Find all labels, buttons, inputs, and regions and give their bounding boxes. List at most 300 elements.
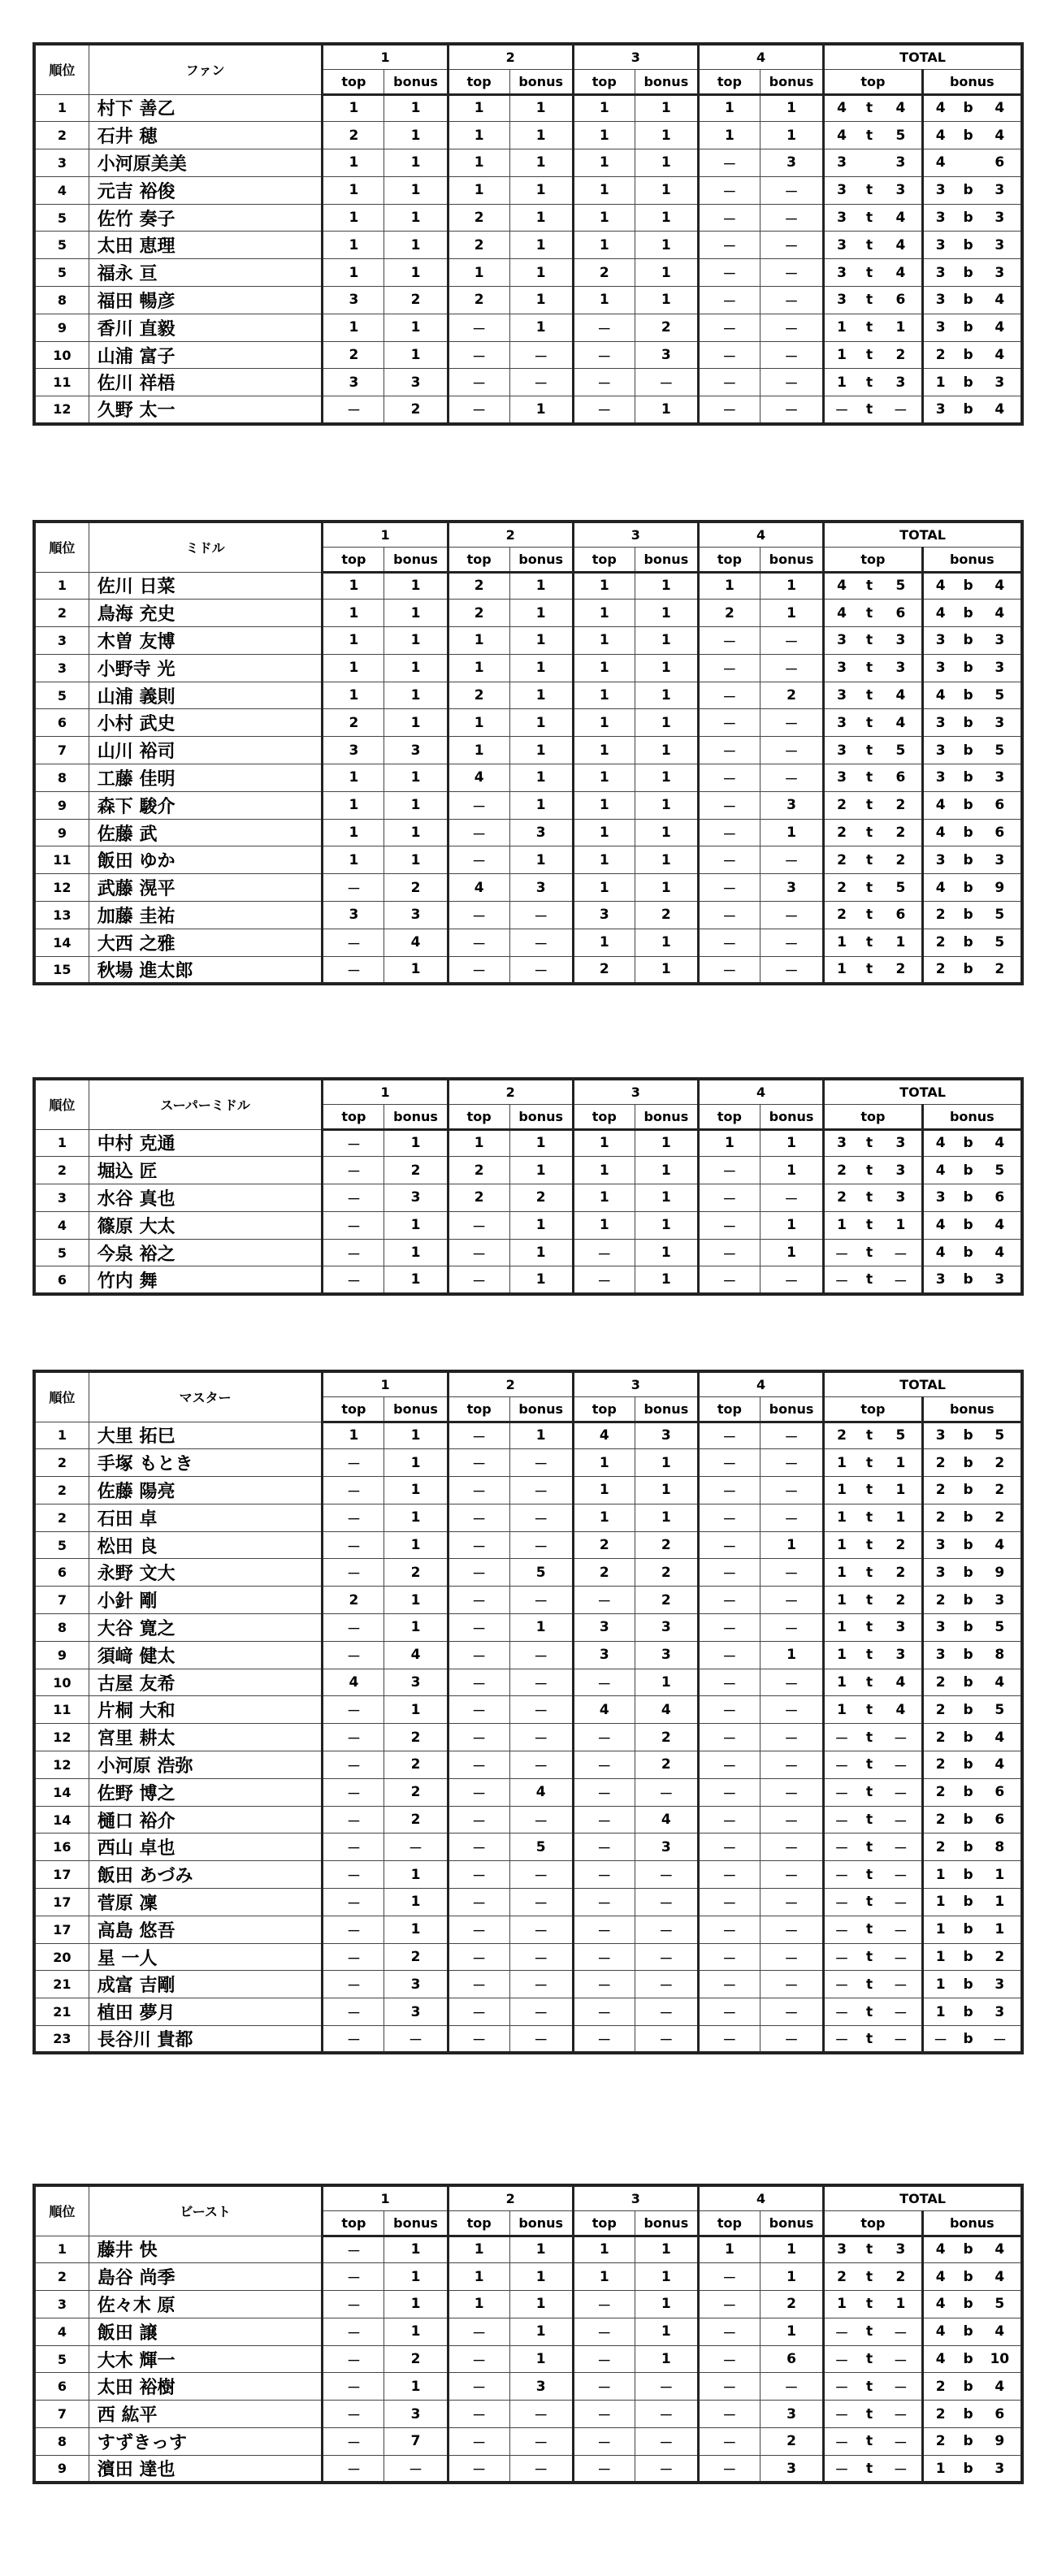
total-top-cell: 1 bbox=[824, 1477, 859, 1504]
score-cell: － bbox=[698, 1669, 760, 1696]
total-bonus-cell: 3 bbox=[979, 259, 1022, 287]
score-cell: － bbox=[698, 682, 760, 709]
top-header: top bbox=[323, 547, 384, 572]
total-top-cell: t bbox=[859, 874, 880, 902]
total-bonus-cell: 4 bbox=[922, 600, 957, 627]
total-top-cell: 4 bbox=[880, 94, 922, 122]
score-cell: 2 bbox=[573, 956, 635, 984]
total-top-cell: 2 bbox=[824, 2263, 859, 2291]
score-cell: 1 bbox=[573, 627, 635, 655]
total-top-cell: t bbox=[859, 1157, 880, 1184]
top-header: top bbox=[448, 69, 509, 94]
score-cell: 2 bbox=[384, 396, 448, 424]
total-bonus-cell: 3 bbox=[922, 764, 957, 792]
total-bonus-cell: 3 bbox=[922, 846, 957, 874]
results-table bbox=[32, 1370, 1024, 2054]
table-row bbox=[34, 1971, 1022, 1998]
score-cell: 1 bbox=[635, 1239, 698, 1266]
top-header: top bbox=[698, 547, 760, 572]
total-top-cell: － bbox=[824, 1861, 859, 1889]
score-cell: － bbox=[448, 1834, 509, 1861]
bonus-header: bonus bbox=[384, 69, 448, 94]
table-row bbox=[34, 1751, 1022, 1779]
total-bonus-cell: b bbox=[958, 600, 979, 627]
score-cell: 3 bbox=[760, 874, 823, 902]
total-bonus-cell: 3 bbox=[922, 176, 957, 204]
total-top-cell: 3 bbox=[880, 1614, 922, 1642]
score-cell: － bbox=[698, 1806, 760, 1834]
score-cell: － bbox=[573, 1998, 635, 2026]
total-bonus-cell: 9 bbox=[979, 874, 1022, 902]
table-row bbox=[34, 1211, 1022, 1239]
score-cell: 1 bbox=[509, 149, 573, 177]
total-top-cell: 3 bbox=[824, 287, 859, 314]
total-bonus-cell: 2 bbox=[922, 1724, 957, 1751]
score-cell: 1 bbox=[509, 627, 573, 655]
total-top-cell: t bbox=[859, 1422, 880, 1449]
score-cell: － bbox=[698, 1614, 760, 1642]
total-bonus-cell: b bbox=[958, 1806, 979, 1834]
total-top-cell: 3 bbox=[880, 1184, 922, 1212]
climber-name: 西 紘平 bbox=[89, 2401, 323, 2428]
score-cell: － bbox=[448, 1477, 509, 1504]
climber-name: 石井 穂 bbox=[89, 122, 323, 149]
score-cell: － bbox=[448, 1696, 509, 1724]
rank-cell: 12 bbox=[34, 396, 89, 424]
score-cell: 1 bbox=[448, 176, 509, 204]
total-bonus-cell: 2 bbox=[922, 1477, 957, 1504]
score-cell: － bbox=[323, 2236, 384, 2263]
score-cell: － bbox=[573, 1971, 635, 1998]
score-cell: － bbox=[509, 956, 573, 984]
climber-name: 太田 恵理 bbox=[89, 232, 323, 259]
score-cell: 1 bbox=[573, 1477, 635, 1504]
score-cell: 1 bbox=[635, 94, 698, 122]
score-cell: － bbox=[573, 1889, 635, 1916]
score-cell: － bbox=[448, 1449, 509, 1477]
total-bonus-cell: 4 bbox=[979, 314, 1022, 341]
total-top-cell: t bbox=[859, 176, 880, 204]
rank-cell: 12 bbox=[34, 1724, 89, 1751]
bonus-header: bonus bbox=[509, 1104, 573, 1129]
bonus-header: bonus bbox=[509, 2210, 573, 2236]
total-bonus-cell: 2 bbox=[922, 2373, 957, 2401]
rank-cell: 5 bbox=[34, 232, 89, 259]
score-cell: 1 bbox=[573, 2263, 635, 2291]
score-cell: － bbox=[698, 874, 760, 902]
total-top-cell: 1 bbox=[824, 1449, 859, 1477]
score-cell: 1 bbox=[509, 2318, 573, 2345]
table-row bbox=[34, 2373, 1022, 2401]
problem-header: 1 bbox=[323, 1079, 448, 1104]
score-cell: 1 bbox=[635, 600, 698, 627]
score-cell: 2 bbox=[384, 287, 448, 314]
score-cell: 1 bbox=[573, 1211, 635, 1239]
total-header: TOTAL bbox=[824, 1371, 1022, 1396]
score-cell: 2 bbox=[384, 2345, 448, 2373]
total-top-cell: t bbox=[859, 2236, 880, 2263]
problem-header: 4 bbox=[698, 1079, 823, 1104]
rank-cell: 11 bbox=[34, 1696, 89, 1724]
rank-cell: 1 bbox=[34, 572, 89, 600]
total-top-cell: 3 bbox=[880, 2236, 922, 2263]
rank-cell: 12 bbox=[34, 874, 89, 902]
total-top-cell: 3 bbox=[824, 764, 859, 792]
total-header: TOTAL bbox=[824, 1079, 1022, 1104]
score-cell: 2 bbox=[323, 709, 384, 737]
climber-name: 西山 卓也 bbox=[89, 1834, 323, 1861]
climber-name: 宮里 耕太 bbox=[89, 1724, 323, 1751]
score-cell: － bbox=[448, 1806, 509, 1834]
total-bonus-cell: 2 bbox=[922, 1504, 957, 1531]
score-cell: － bbox=[323, 1916, 384, 1943]
table-row bbox=[34, 2401, 1022, 2428]
score-cell: 1 bbox=[635, 874, 698, 902]
score-cell: 1 bbox=[384, 682, 448, 709]
score-cell: － bbox=[509, 341, 573, 369]
total-top-cell: － bbox=[824, 1778, 859, 1806]
total-top-cell: t bbox=[859, 737, 880, 764]
total-top-cell: t bbox=[859, 902, 880, 929]
score-cell: － bbox=[698, 2428, 760, 2456]
total-bonus-cell: b bbox=[958, 1239, 979, 1266]
score-cell: － bbox=[448, 1751, 509, 1779]
score-cell: 1 bbox=[509, 259, 573, 287]
score-cell: 1 bbox=[448, 627, 509, 655]
score-cell: － bbox=[323, 874, 384, 902]
score-cell: － bbox=[323, 2291, 384, 2318]
score-cell: － bbox=[448, 1266, 509, 1294]
total-top-cell: t bbox=[859, 682, 880, 709]
total-bonus-cell: 4 bbox=[922, 122, 957, 149]
total-top-cell: － bbox=[824, 2373, 859, 2401]
total-bonus-cell: 4 bbox=[922, 791, 957, 819]
total-bonus-cell: b bbox=[958, 94, 979, 122]
score-cell: － bbox=[573, 1806, 635, 1834]
total-bonus-cell: b bbox=[958, 2345, 979, 2373]
total-top-cell: t bbox=[859, 819, 880, 846]
total-top-cell: － bbox=[824, 1751, 859, 1779]
score-cell: － bbox=[323, 1778, 384, 1806]
table-row bbox=[34, 737, 1022, 764]
total-bonus-cell: b bbox=[958, 287, 979, 314]
rank-cell: 21 bbox=[34, 1998, 89, 2026]
total-bonus-cell: 4 bbox=[979, 600, 1022, 627]
top-header: top bbox=[448, 1396, 509, 1422]
score-cell: 2 bbox=[448, 1157, 509, 1184]
score-cell: － bbox=[448, 2428, 509, 2456]
score-cell: － bbox=[509, 1998, 573, 2026]
score-cell: － bbox=[448, 2345, 509, 2373]
score-cell: 2 bbox=[448, 1184, 509, 1212]
score-cell: 1 bbox=[635, 176, 698, 204]
score-cell: 1 bbox=[573, 654, 635, 682]
score-cell: － bbox=[448, 2318, 509, 2345]
climber-name: 小針 剛 bbox=[89, 1587, 323, 1614]
climber-name: 飯田 あづみ bbox=[89, 1861, 323, 1889]
total-bonus-cell: 1 bbox=[922, 369, 957, 396]
score-cell: － bbox=[323, 1266, 384, 1294]
total-top-cell: 6 bbox=[880, 287, 922, 314]
rank-cell: 14 bbox=[34, 1806, 89, 1834]
bonus-header: bonus bbox=[509, 69, 573, 94]
total-top-header: top bbox=[824, 1396, 923, 1422]
total-top-cell: t bbox=[859, 791, 880, 819]
score-cell: － bbox=[448, 1943, 509, 1971]
rank-cell: 23 bbox=[34, 2026, 89, 2054]
score-cell: － bbox=[448, 819, 509, 846]
total-top-cell: t bbox=[859, 1641, 880, 1669]
total-top-cell: 2 bbox=[880, 1559, 922, 1587]
total-top-cell: － bbox=[880, 1778, 922, 1806]
bonus-header: bonus bbox=[760, 547, 823, 572]
total-top-cell: t bbox=[859, 929, 880, 956]
score-cell: － bbox=[698, 287, 760, 314]
score-cell: 3 bbox=[573, 902, 635, 929]
total-bonus-cell: b bbox=[958, 737, 979, 764]
score-cell: 1 bbox=[635, 819, 698, 846]
score-cell: － bbox=[698, 314, 760, 341]
score-cell: 1 bbox=[384, 1587, 448, 1614]
total-top-cell: t bbox=[859, 2291, 880, 2318]
total-top-cell: 3 bbox=[880, 1157, 922, 1184]
total-bonus-cell: 2 bbox=[922, 1778, 957, 1806]
total-top-cell: 3 bbox=[880, 1641, 922, 1669]
score-cell: － bbox=[760, 396, 823, 424]
score-cell: － bbox=[509, 2026, 573, 2054]
score-cell: 1 bbox=[448, 2291, 509, 2318]
total-bonus-cell: 4 bbox=[979, 94, 1022, 122]
total-bonus-cell: 5 bbox=[979, 902, 1022, 929]
total-bonus-cell: 4 bbox=[979, 341, 1022, 369]
total-bonus-cell: b bbox=[958, 1943, 979, 1971]
category-title: ファン bbox=[89, 44, 323, 94]
score-cell: － bbox=[323, 396, 384, 424]
score-cell: 1 bbox=[448, 149, 509, 177]
score-cell: － bbox=[635, 2026, 698, 2054]
total-top-cell: 2 bbox=[880, 819, 922, 846]
score-cell: 3 bbox=[384, 1998, 448, 2026]
total-bonus-cell: 1 bbox=[922, 1943, 957, 1971]
score-cell: － bbox=[509, 1696, 573, 1724]
score-cell: － bbox=[698, 709, 760, 737]
total-bonus-cell: 3 bbox=[922, 396, 957, 424]
total-bonus-cell: － bbox=[979, 2026, 1022, 2054]
total-top-cell: t bbox=[859, 1531, 880, 1559]
table-row bbox=[34, 1834, 1022, 1861]
score-cell: 1 bbox=[635, 929, 698, 956]
score-cell: － bbox=[698, 369, 760, 396]
total-bonus-cell: b bbox=[958, 627, 979, 655]
total-top-cell: 3 bbox=[824, 737, 859, 764]
score-cell: 1 bbox=[635, 654, 698, 682]
total-top-cell: － bbox=[824, 1239, 859, 1266]
total-top-cell: t bbox=[859, 1504, 880, 1531]
score-cell: 2 bbox=[448, 682, 509, 709]
score-cell: － bbox=[509, 1724, 573, 1751]
score-cell: 4 bbox=[384, 929, 448, 956]
score-cell: 1 bbox=[384, 204, 448, 232]
score-cell: 4 bbox=[448, 874, 509, 902]
score-cell: 1 bbox=[573, 1129, 635, 1157]
total-bonus-cell: 4 bbox=[922, 2263, 957, 2291]
score-cell: － bbox=[760, 654, 823, 682]
score-cell: 3 bbox=[384, 1184, 448, 1212]
total-top-cell: － bbox=[880, 2345, 922, 2373]
total-bonus-cell: 3 bbox=[922, 1422, 957, 1449]
total-top-cell: 2 bbox=[824, 1157, 859, 1184]
total-bonus-cell: 3 bbox=[979, 654, 1022, 682]
rank-cell: 20 bbox=[34, 1943, 89, 1971]
score-cell: 1 bbox=[384, 341, 448, 369]
score-cell: － bbox=[760, 341, 823, 369]
total-bonus-cell: b bbox=[958, 1998, 979, 2026]
climber-name: 飯田 譲 bbox=[89, 2318, 323, 2345]
score-cell: － bbox=[323, 2401, 384, 2428]
total-bonus-cell: 2 bbox=[922, 1449, 957, 1477]
climber-name: 堀込 匠 bbox=[89, 1157, 323, 1184]
total-bonus-cell: 1 bbox=[979, 1889, 1022, 1916]
score-cell: 3 bbox=[635, 341, 698, 369]
total-top-cell: － bbox=[824, 1998, 859, 2026]
climber-name: 福田 暢彦 bbox=[89, 287, 323, 314]
score-cell: 3 bbox=[635, 1641, 698, 1669]
score-cell: － bbox=[448, 1614, 509, 1642]
score-cell: 1 bbox=[384, 259, 448, 287]
table-row bbox=[34, 1916, 1022, 1943]
total-bonus-cell: 4 bbox=[979, 2373, 1022, 2401]
total-top-cell: － bbox=[824, 396, 859, 424]
climber-name: 島谷 尚季 bbox=[89, 2263, 323, 2291]
climber-name: 小村 武史 bbox=[89, 709, 323, 737]
total-bonus-cell: 2 bbox=[922, 1587, 957, 1614]
rank-cell: 8 bbox=[34, 2428, 89, 2456]
total-top-cell: － bbox=[824, 1916, 859, 1943]
total-bonus-cell: 3 bbox=[922, 287, 957, 314]
score-cell: － bbox=[760, 1477, 823, 1504]
total-top-cell: 1 bbox=[824, 1587, 859, 1614]
score-cell: － bbox=[323, 1806, 384, 1834]
score-cell: 1 bbox=[635, 149, 698, 177]
score-cell: － bbox=[635, 2455, 698, 2483]
score-cell: 1 bbox=[573, 572, 635, 600]
score-cell: － bbox=[448, 2455, 509, 2483]
total-bonus-cell: b bbox=[958, 2428, 979, 2456]
total-bonus-cell: b bbox=[958, 1778, 979, 1806]
total-bonus-cell: b bbox=[958, 1724, 979, 1751]
rank-cell: 7 bbox=[34, 2401, 89, 2428]
total-top-cell: － bbox=[824, 2026, 859, 2054]
score-cell: － bbox=[698, 1971, 760, 1998]
total-bonus-cell: 5 bbox=[979, 682, 1022, 709]
score-cell: 3 bbox=[384, 1669, 448, 1696]
climber-name: 手塚 もとき bbox=[89, 1449, 323, 1477]
score-cell: － bbox=[760, 287, 823, 314]
category-title: ビースト bbox=[89, 2185, 323, 2236]
score-cell: 2 bbox=[384, 1778, 448, 1806]
total-top-cell: t bbox=[859, 314, 880, 341]
total-bonus-cell: 4 bbox=[979, 2263, 1022, 2291]
total-bonus-cell: 4 bbox=[922, 2345, 957, 2373]
score-cell: 1 bbox=[760, 572, 823, 600]
total-top-cell: 2 bbox=[880, 956, 922, 984]
score-cell: － bbox=[323, 1751, 384, 1779]
total-bonus-cell: 3 bbox=[979, 176, 1022, 204]
table-row bbox=[34, 874, 1022, 902]
total-top-cell: 4 bbox=[824, 572, 859, 600]
table-row bbox=[34, 1422, 1022, 1449]
total-bonus-cell: b bbox=[958, 1266, 979, 1294]
score-cell: 1 bbox=[384, 1129, 448, 1157]
total-bonus-cell: 3 bbox=[922, 1641, 957, 1669]
total-bonus-cell: 2 bbox=[922, 1696, 957, 1724]
rank-header: 順位 bbox=[34, 1371, 89, 1422]
score-cell: 2 bbox=[323, 122, 384, 149]
rank-cell: 16 bbox=[34, 1834, 89, 1861]
table-row bbox=[34, 1184, 1022, 1212]
category-title: ミドル bbox=[89, 522, 323, 572]
rank-cell: 8 bbox=[34, 287, 89, 314]
total-top-cell: t bbox=[859, 341, 880, 369]
top-header: top bbox=[573, 1104, 635, 1129]
score-cell: － bbox=[760, 1559, 823, 1587]
score-cell: － bbox=[635, 2401, 698, 2428]
climber-name: 森下 駿介 bbox=[89, 791, 323, 819]
score-cell: 1 bbox=[760, 1211, 823, 1239]
score-cell: － bbox=[323, 1184, 384, 1212]
climber-name: 今泉 裕之 bbox=[89, 1239, 323, 1266]
score-cell: 1 bbox=[323, 149, 384, 177]
score-cell: － bbox=[573, 2318, 635, 2345]
total-bonus-cell: 4 bbox=[922, 94, 957, 122]
total-top-cell: － bbox=[880, 396, 922, 424]
total-top-cell: 4 bbox=[824, 600, 859, 627]
score-cell: 1 bbox=[384, 1504, 448, 1531]
score-cell: － bbox=[573, 2455, 635, 2483]
total-top-cell: t bbox=[859, 2318, 880, 2345]
total-bonus-cell: 5 bbox=[979, 1157, 1022, 1184]
climber-name: 佐々木 原 bbox=[89, 2291, 323, 2318]
score-cell: 1 bbox=[384, 1889, 448, 1916]
total-bonus-cell: 6 bbox=[979, 1806, 1022, 1834]
score-cell: － bbox=[448, 956, 509, 984]
score-cell: 1 bbox=[323, 204, 384, 232]
score-cell: － bbox=[323, 1477, 384, 1504]
score-cell: － bbox=[573, 396, 635, 424]
total-top-cell: t bbox=[859, 1449, 880, 1477]
score-cell: － bbox=[698, 1477, 760, 1504]
score-cell: 1 bbox=[384, 1449, 448, 1477]
total-bonus-cell: 3 bbox=[979, 1266, 1022, 1294]
total-bonus-cell: 2 bbox=[922, 929, 957, 956]
total-bonus-cell: 2 bbox=[922, 1751, 957, 1779]
category-title: スーパーミドル bbox=[89, 1079, 323, 1129]
score-cell: 2 bbox=[573, 259, 635, 287]
climber-name: 樋口 裕介 bbox=[89, 1806, 323, 1834]
total-top-cell: 3 bbox=[880, 1129, 922, 1157]
score-cell: 1 bbox=[384, 1211, 448, 1239]
table-row bbox=[34, 287, 1022, 314]
score-cell: 3 bbox=[760, 2455, 823, 2483]
score-cell: 1 bbox=[323, 176, 384, 204]
total-bonus-cell: b bbox=[958, 1614, 979, 1642]
total-bonus-cell: 3 bbox=[979, 1971, 1022, 1998]
score-cell: 1 bbox=[384, 654, 448, 682]
climber-name: 大谷 寛之 bbox=[89, 1614, 323, 1642]
climber-name: 佐竹 奏子 bbox=[89, 204, 323, 232]
score-cell: 1 bbox=[635, 682, 698, 709]
score-cell: 3 bbox=[323, 369, 384, 396]
